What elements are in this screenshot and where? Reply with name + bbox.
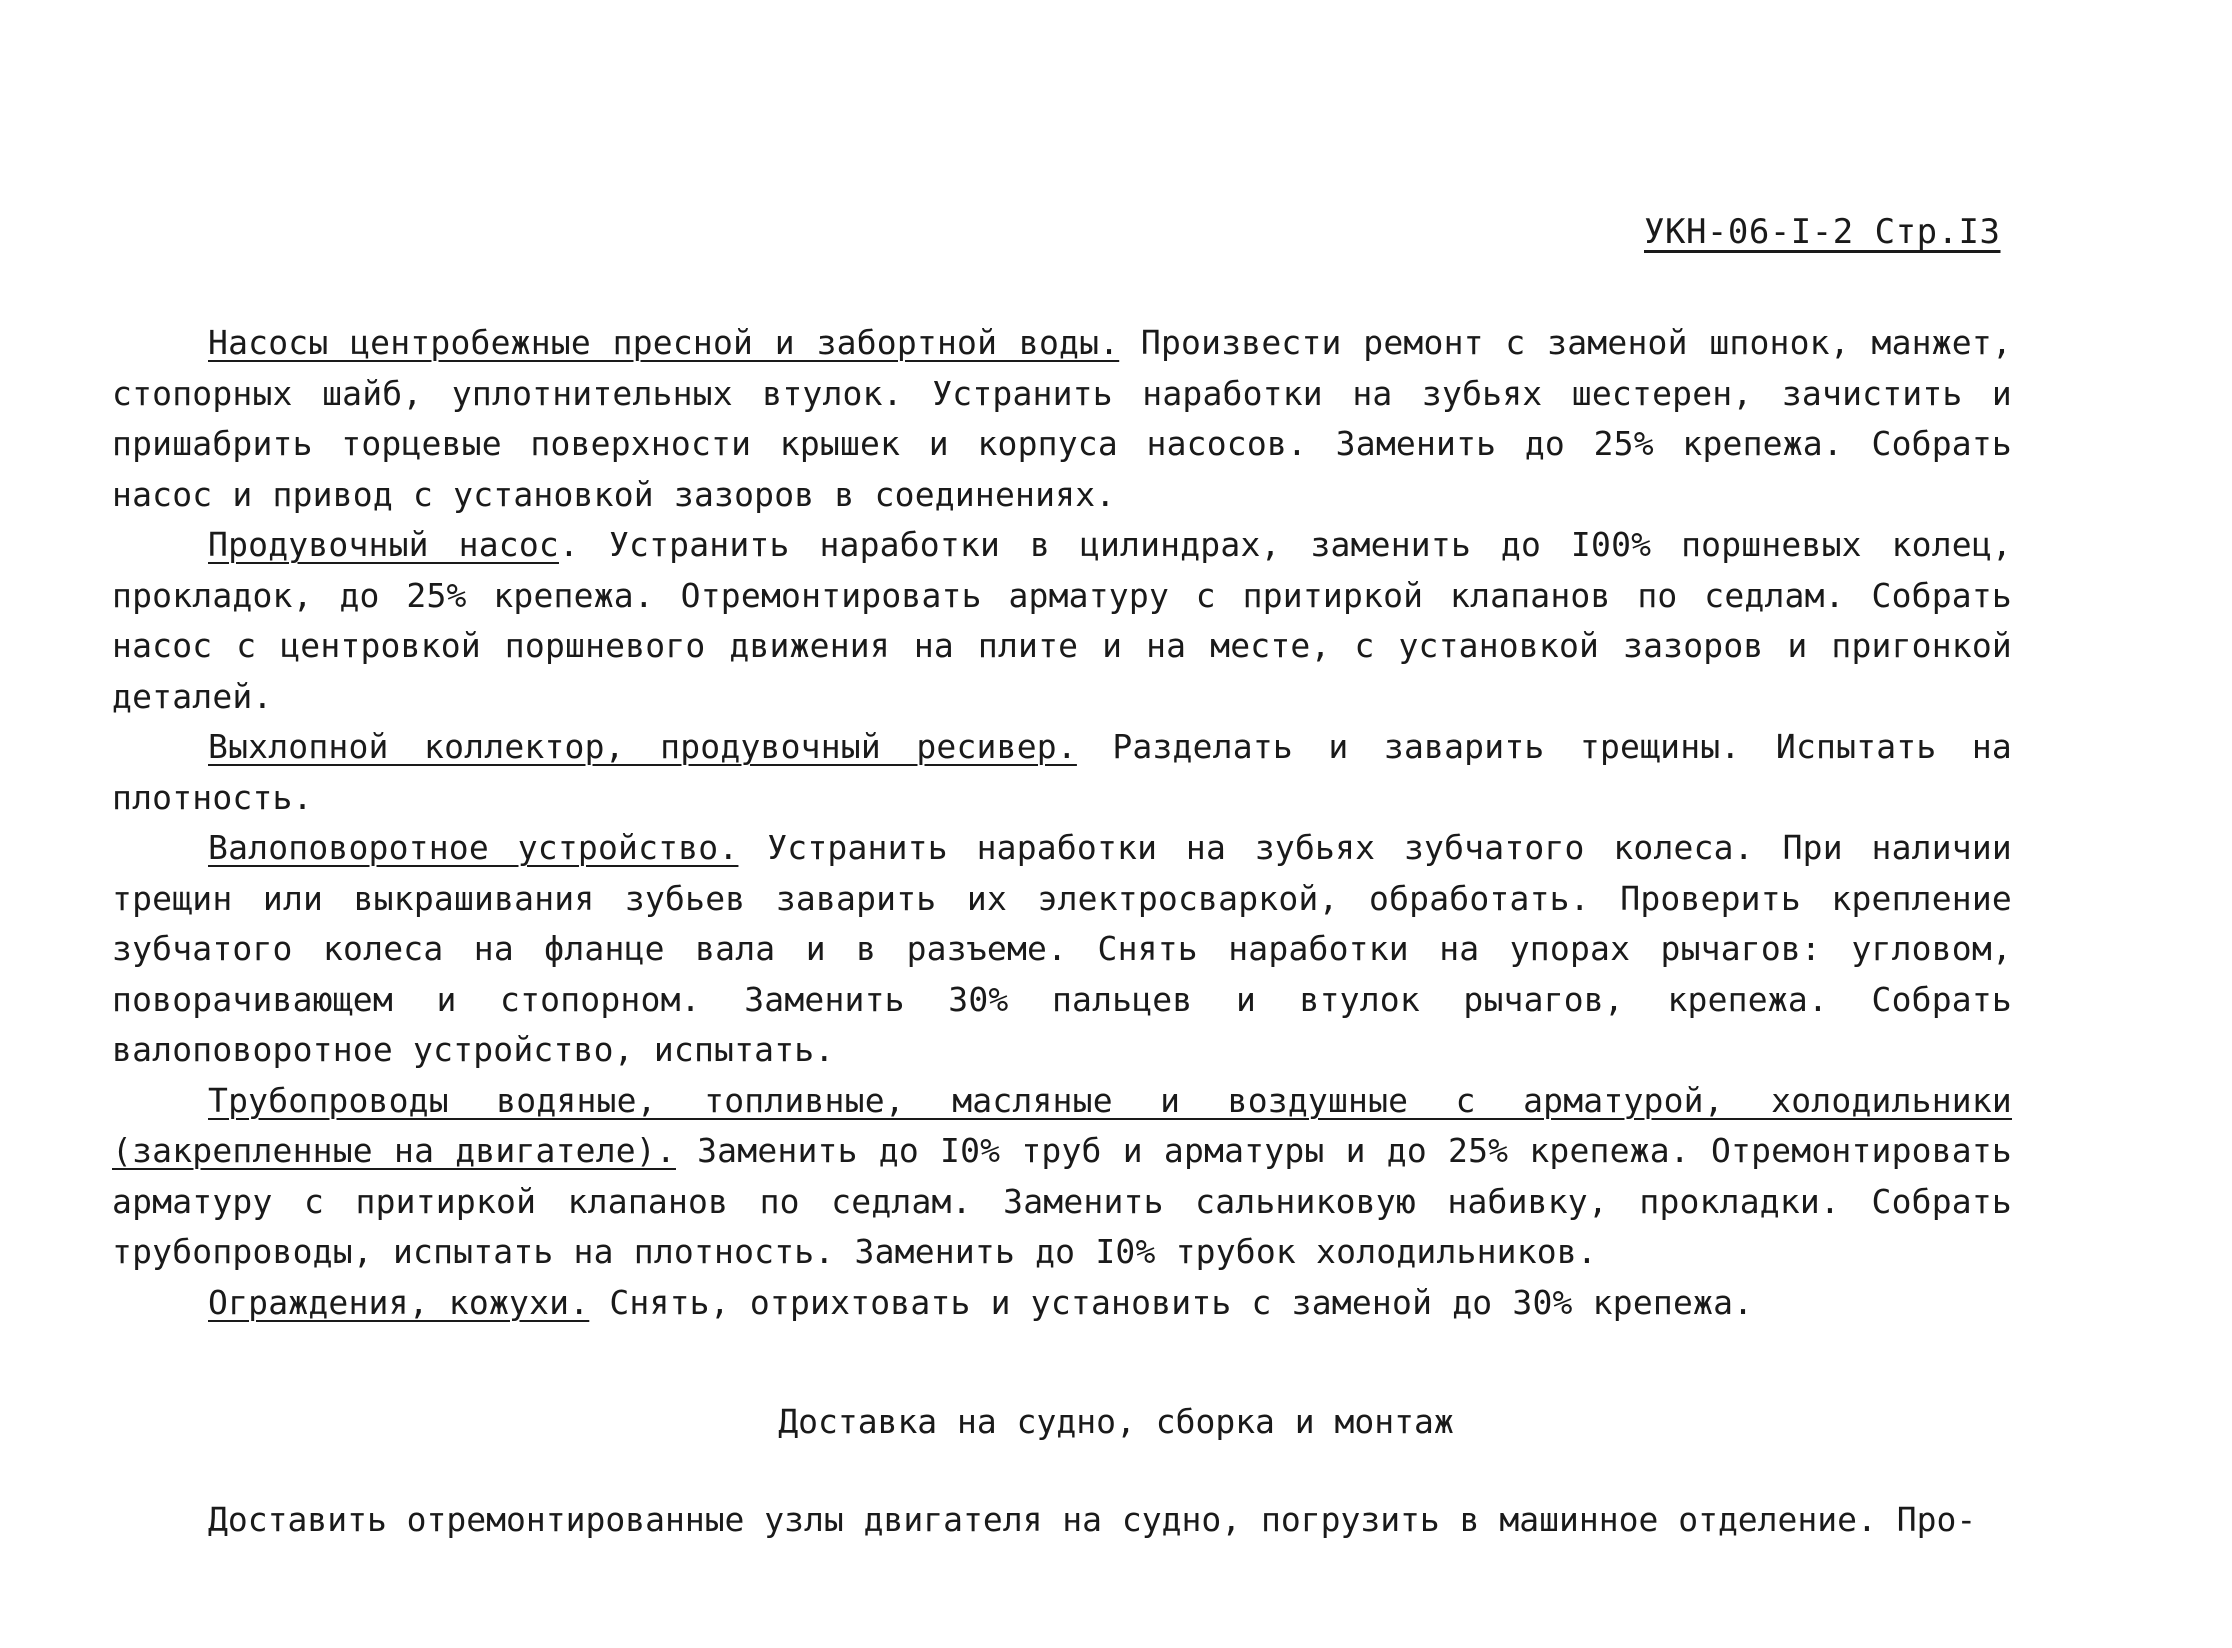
paragraph-text: Заменить до I0% труб и арматуры и до 25% крепежа. Отремонтировать арматуру с притиркой клапанов по седлам. Заменить сальниковую набивку, прокладки. Собрать трубопроводы, испытать на плотность. Заменить до I0% трубок холодильников. <box>112 1131 2012 1271</box>
paragraph-scavenge-pump <box>112 520 2012 722</box>
section-title: Доставка на судно, сборка и монтаж <box>778 1402 1454 1441</box>
paragraph-text: Снять, отрихтовать и установить с заменой до 30% крепежа. <box>589 1282 1754 1322</box>
document-body <box>112 318 2012 1328</box>
paragraph-text: Разделать и заварить трещины. Испытать на плотность. <box>112 727 2012 817</box>
page-header-code: УКН-06-I-2 Стр.I3 <box>1644 212 2001 252</box>
paragraph-turning-gear <box>112 823 2012 1076</box>
section-first-line: Доставить отремонтированные узлы двигателя на судно, погрузить в машинное отделение. Про- <box>208 1500 1977 1539</box>
paragraph-heading: Выхлопной коллектор, продувочный ресивер. <box>208 727 1077 766</box>
paragraph-text: Устранить наработки на зубьях зубчатого колеса. При наличии трещин или выкрашивания зубьев заварить их электросваркой, обработать. Проверить крепление зубчатого колеса на фланце вала и в разъеме. Снять наработки на упорах рычагов: угловом, поворачивающем и стопорном. Заменить 30% пальцев и втулок рычагов, крепежа. Собрать валоповоротное устройство, испытать. <box>112 828 2012 1069</box>
paragraph-exhaust-manifold <box>112 722 2012 823</box>
paragraph-pipelines <box>112 1076 2012 1278</box>
paragraph-text: . Устранить наработки в цилиндрах, заменить до I00% поршневых колец, прокладок, до 25% крепежа. Отремонтировать арматуру с притиркой клапанов по седлам. Собрать насос с центровкой поршневого движения на плите и на месте, с установкой зазоров и пригонкой деталей. <box>112 525 2012 716</box>
paragraph-heading: Валоповоротное устройство. <box>208 828 739 867</box>
paragraph-heading: Ограждения, кожухи. <box>208 1282 590 1322</box>
paragraph-guards <box>112 1278 2012 1329</box>
paragraph-heading: Продувочный насос <box>208 525 559 564</box>
paragraph-heading: Трубопроводы водяные, топливные, масляные и воздушные с арматурой, холодильники (закрепленные на двигателе). <box>112 1080 2012 1170</box>
paragraph-text: Произвести ремонт с заменой шпонок, манжет, стопорных шайб, уплотнительных втулок. Устранить наработки на зубьях шестерен, зачистить и пришабрить торцевые поверхности крышек и корпуса насосов. Заменить до 25% крепежа. Собрать насос и привод с установкой зазоров в соединениях. <box>112 323 2012 514</box>
paragraph-pumps <box>112 318 2012 520</box>
paragraph-heading: Насосы центробежные пресной и забортной воды. <box>208 323 1120 362</box>
